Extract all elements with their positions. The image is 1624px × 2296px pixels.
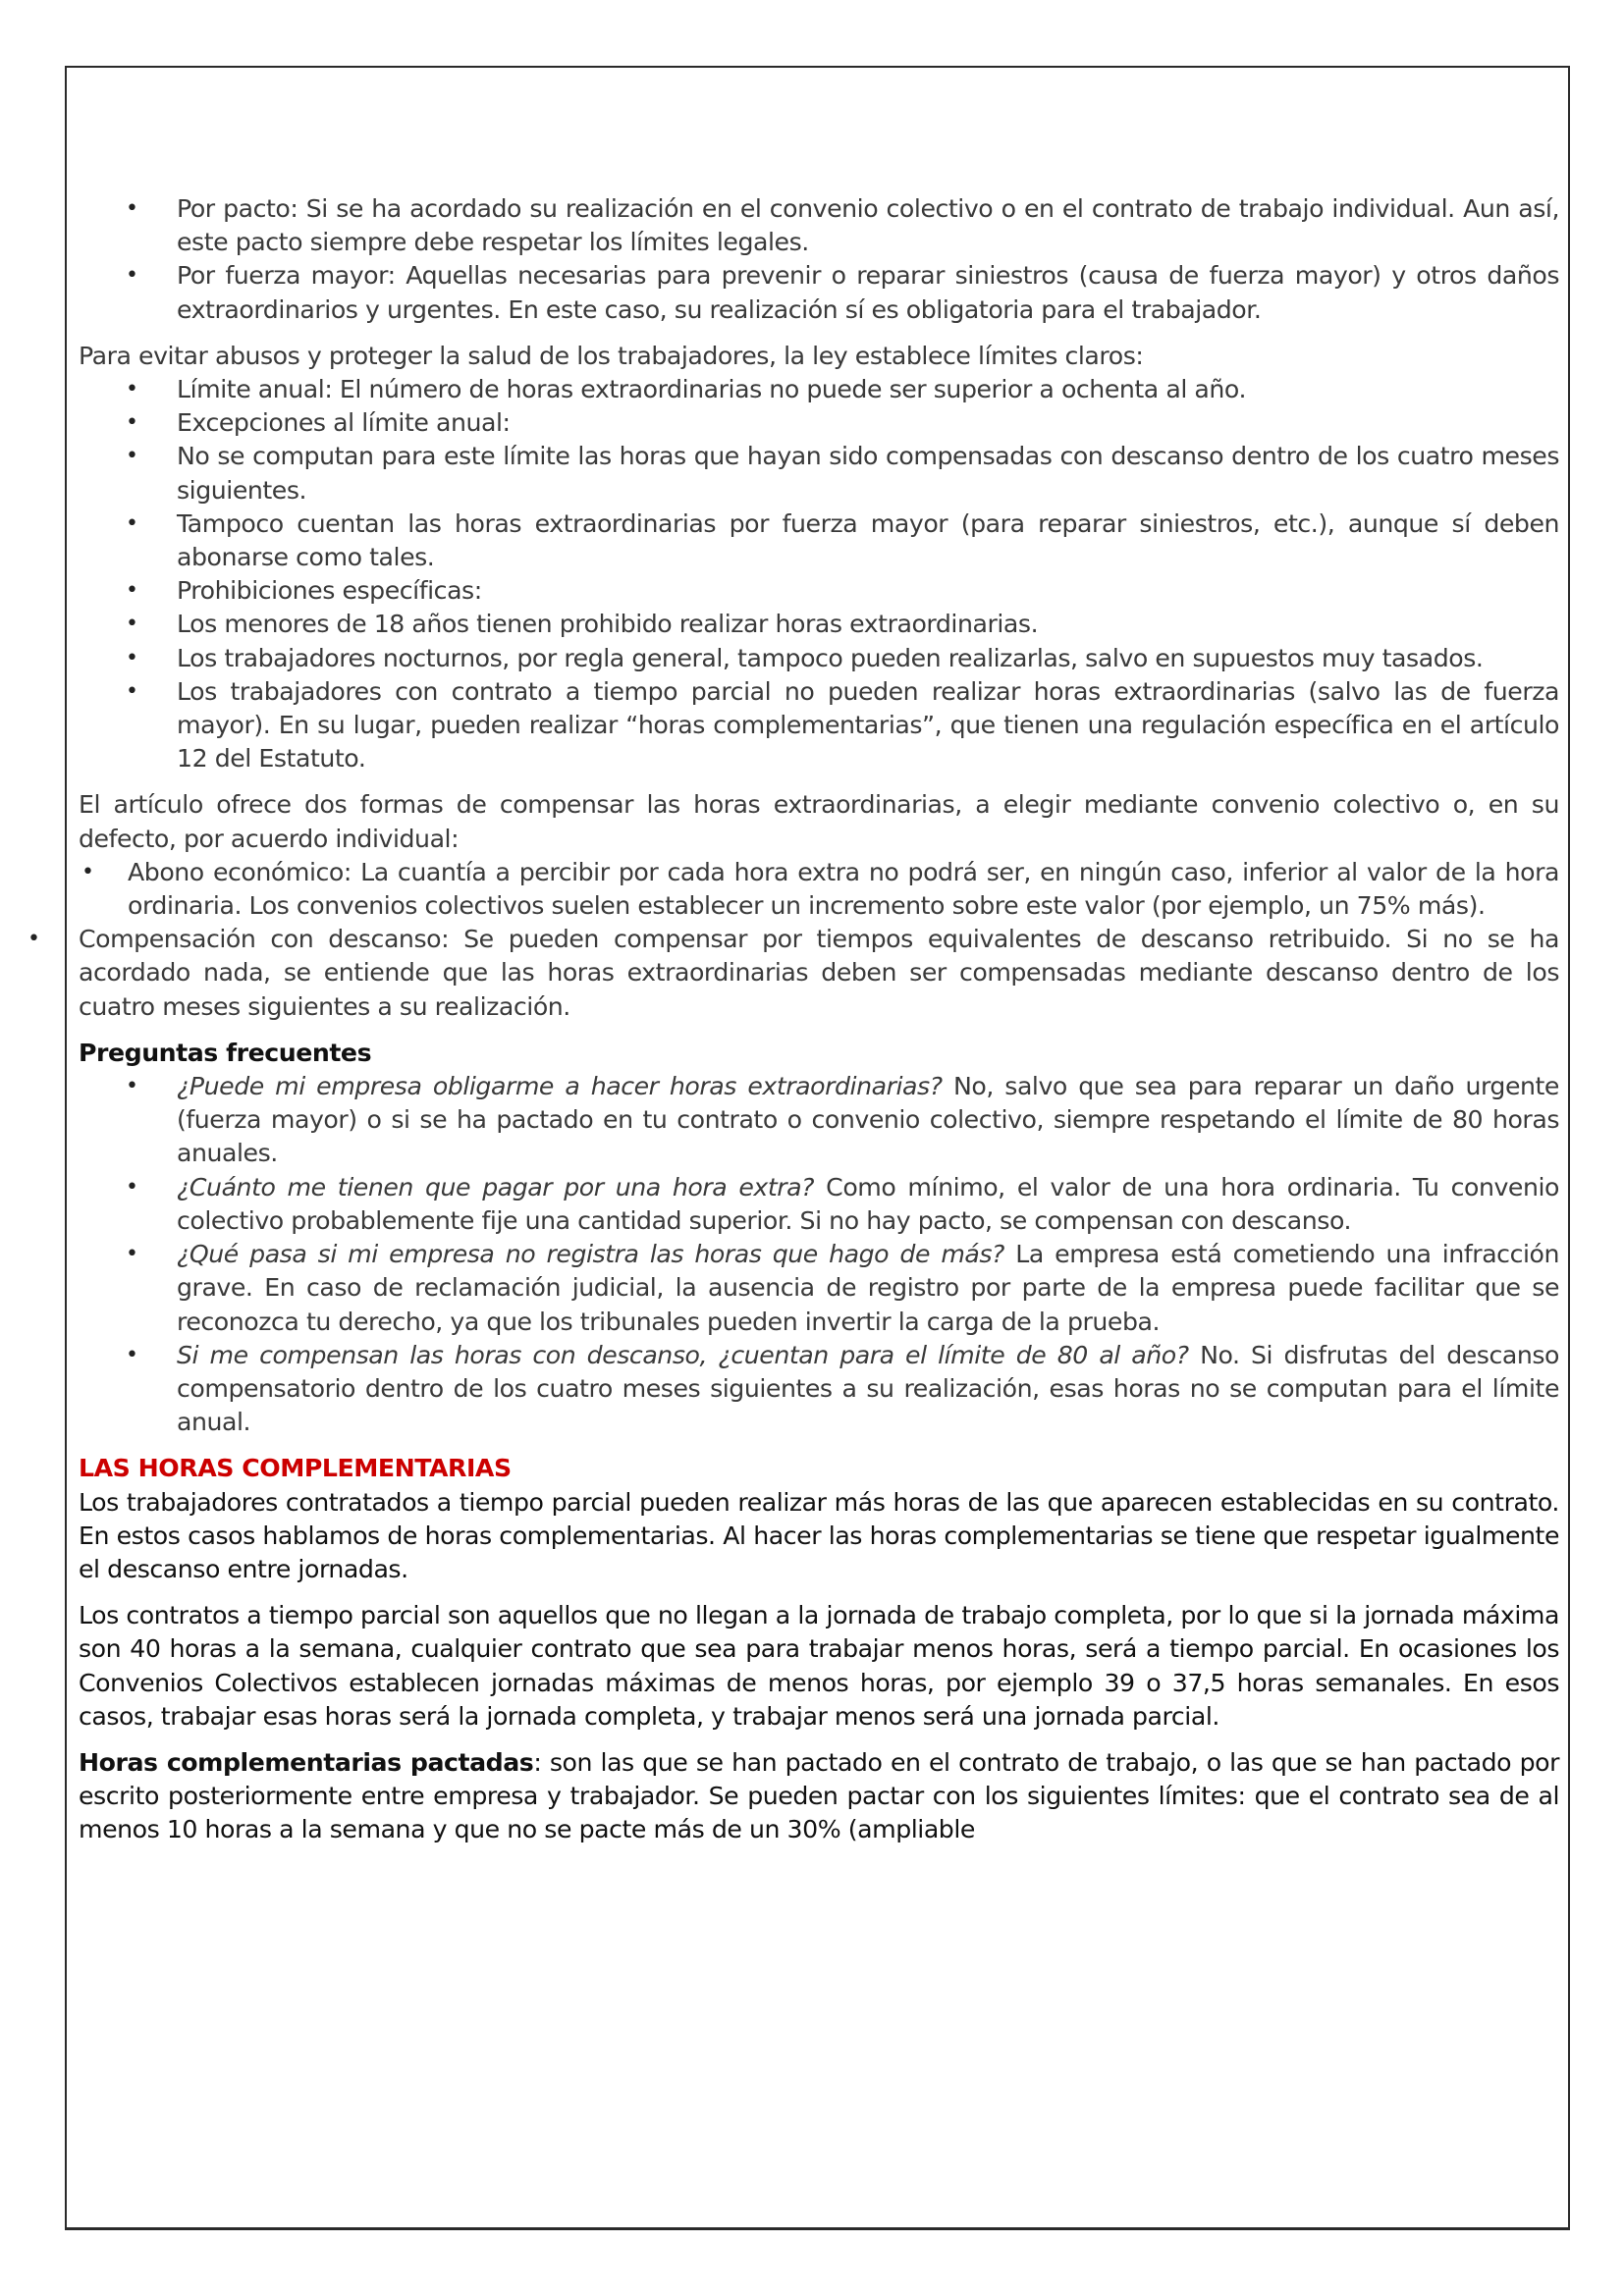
paragraph-horas-pactadas: Horas complementarias pactadas: son las que se han pactado en el contrato de trabajo, o las que se han pactado por escrito posteriormente entre empresa y trabajador. Se pueden pactar con los siguientes límites: que el contrato sea de al menos 10 horas a la semana y que no se pacte más de un 30% (ampliable (79, 1747, 1559, 1844)
bullet-icon: • (126, 510, 138, 536)
compensation-rest-item: • Compensación con descanso: Se pueden compensar por tiempos equivalentes de descanso retribuido. Si no se ha acordado nada, se entiende que las horas extraordinarias deben ser compensadas mediante descanso dentro de los cuatro meses siguientes a su realización. (27, 925, 1559, 1021)
bullet-icon: • (126, 196, 138, 221)
list-item: • Abono económico: La cuantía a percibir por cada hora extra no podrá ser, en ningún caso, inferior al valor de la hora ordinaria. Los convenios colectivos suelen establecer un incremento sobre este valor (por ejemplo, un 75% más). (81, 857, 1559, 921)
compensation-list (79, 856, 1559, 923)
bullet-icon: • (126, 612, 138, 637)
list-item: • Los trabajadores nocturnos, por regla general, tampoco pueden realizarlas, salvo en supuestos muy tasados. (79, 642, 1559, 675)
bullet-icon: • (126, 645, 138, 670)
faq-list (79, 1070, 1559, 1439)
bullet-icon: • (126, 444, 138, 469)
overtime-types-list (79, 192, 1559, 327)
compensation-intro: El artículo ofrece dos formas de compensar las horas extraordinarias, a elegir mediante convenio colectivo o, en su defecto, por acuerdo individual: (79, 790, 1559, 853)
paragraph: Los contratos a tiempo parcial son aquellos que no llegan a la jornada de trabajo completa, por lo que si la jornada máxima son 40 horas a la semana, cualquier contrato que sea para trabajar menos horas, será a tiempo parcial. En ocasiones los Convenios Colectivos establecen jornadas máximas de menos horas, por ejemplo 39 o 37,5 horas semanales. En esos casos, trabajar esas horas será la jornada completa, y trabajar menos será una jornada parcial. (79, 1601, 1559, 1731)
bullet-icon: • (126, 263, 138, 289)
bullet-icon: • (81, 859, 94, 884)
faq-question: ¿Qué pasa si mi empresa no registra las horas que hago de más? (177, 1240, 1004, 1269)
faq-item (79, 1171, 1559, 1238)
bullet-icon: • (126, 1174, 138, 1200)
faq-heading: Preguntas frecuentes (79, 1038, 372, 1067)
list-item: • Por pacto: Si se ha acordado su realización en el convenio colectivo o en el contrato de trabajo individual. Aun así, este pacto siempre debe respetar los límites legales. (126, 194, 1559, 257)
limits-list (79, 373, 1559, 775)
bullet-icon: • (126, 410, 138, 436)
list-item: • Los menores de 18 años tienen prohibido realizar horas extraordinarias. (79, 608, 1559, 641)
list-item: • Tampoco cuentan las horas extraordinarias por fuerza mayor (para reparar siniestros, etc.), aunque sí deben abonarse como tales. (126, 508, 1559, 572)
list-item: • Excepciones al límite anual: (79, 406, 1559, 440)
faq-answer: Como mínimo, el valor de una hora ordinaria. Tu convenio colectivo probablemente fije una cantidad superior. Si no hay pacto, se compensan con descanso. (177, 1172, 1559, 1235)
bullet-icon: • (126, 1074, 138, 1099)
faq-item (79, 1070, 1559, 1171)
limits-intro: Para evitar abusos y proteger la salud de los trabajadores, la ley establece límites claros: (79, 341, 1144, 370)
section-heading-horas-complementarias: LAS HORAS COMPLEMENTARIAS (79, 1454, 512, 1483)
paragraph: Los trabajadores contratados a tiempo parcial pueden realizar más horas de las que aparecen establecidas en su contrato. En estos casos hablamos de horas complementarias. Al hacer las horas complementarias se tiene que respetar igualmente el descanso entre jornadas. (79, 1487, 1559, 1583)
list-item: • Los trabajadores con contrato a tiempo parcial no pueden realizar horas extraordinarias (salvo las de fuerza mayor). En su lugar, pueden realizar “horas complementarias”, que tienen una regulación específica en el artículo 12 del Estatuto. (126, 676, 1559, 774)
faq-answer: La empresa está cometiendo una infracción grave. En caso de reclamación judicial, la ausencia de registro por parte de la empresa puede facilitar que se reconozca tu derecho, ya que los tribunales pueden invertir la carga de la prueba. (177, 1240, 1559, 1336)
faq-question: ¿Cuánto me tienen que pagar por una hora extra? (177, 1172, 815, 1201)
list-item: • Prohibiciones específicas: (79, 574, 1559, 608)
list-item: • No se computan para este límite las horas que hayan sido compensadas con descanso dentro de los cuatro meses siguientes. (126, 442, 1559, 505)
faq-answer: No, salvo que sea para reparar un daño urgente (fuerza mayor) o si se ha pactado en tu contrato o convenio colectivo, siempre respetando el límite de 80 horas anuales. (177, 1072, 1559, 1168)
bullet-icon: • (126, 1242, 138, 1267)
document-body (27, 192, 1560, 1847)
faq-item (79, 1339, 1559, 1440)
faq-item (79, 1238, 1559, 1339)
faq-question: Si me compensan las horas con descanso, ¿cuentan para el límite de 80 al año? (177, 1340, 1189, 1369)
term-bold: Horas complementarias pactadas (79, 1747, 534, 1777)
list-item: • Por fuerza mayor: Aquellas necesarias para prevenir o reparar siniestros (causa de fuerza mayor) y otros daños extraordinarios y urgentes. En este caso, su realización sí es obligatoria para el trabajador. (126, 261, 1559, 324)
bullet-icon: • (126, 1342, 138, 1367)
bullet-icon: • (126, 578, 138, 604)
bullet-icon: • (126, 377, 138, 402)
faq-question: ¿Puede mi empresa obligarme a hacer horas extraordinarias? (177, 1072, 943, 1101)
bullet-icon: • (27, 927, 40, 952)
bullet-icon: • (126, 678, 138, 704)
list-item: • Límite anual: El número de horas extraordinarias no puede ser superior a ochenta al año. (79, 373, 1559, 406)
faq-answer: No. Si disfrutas del descanso compensatorio dentro de los cuatro meses siguientes a su realización, esas horas no se computan para el límite anual. (177, 1340, 1560, 1437)
